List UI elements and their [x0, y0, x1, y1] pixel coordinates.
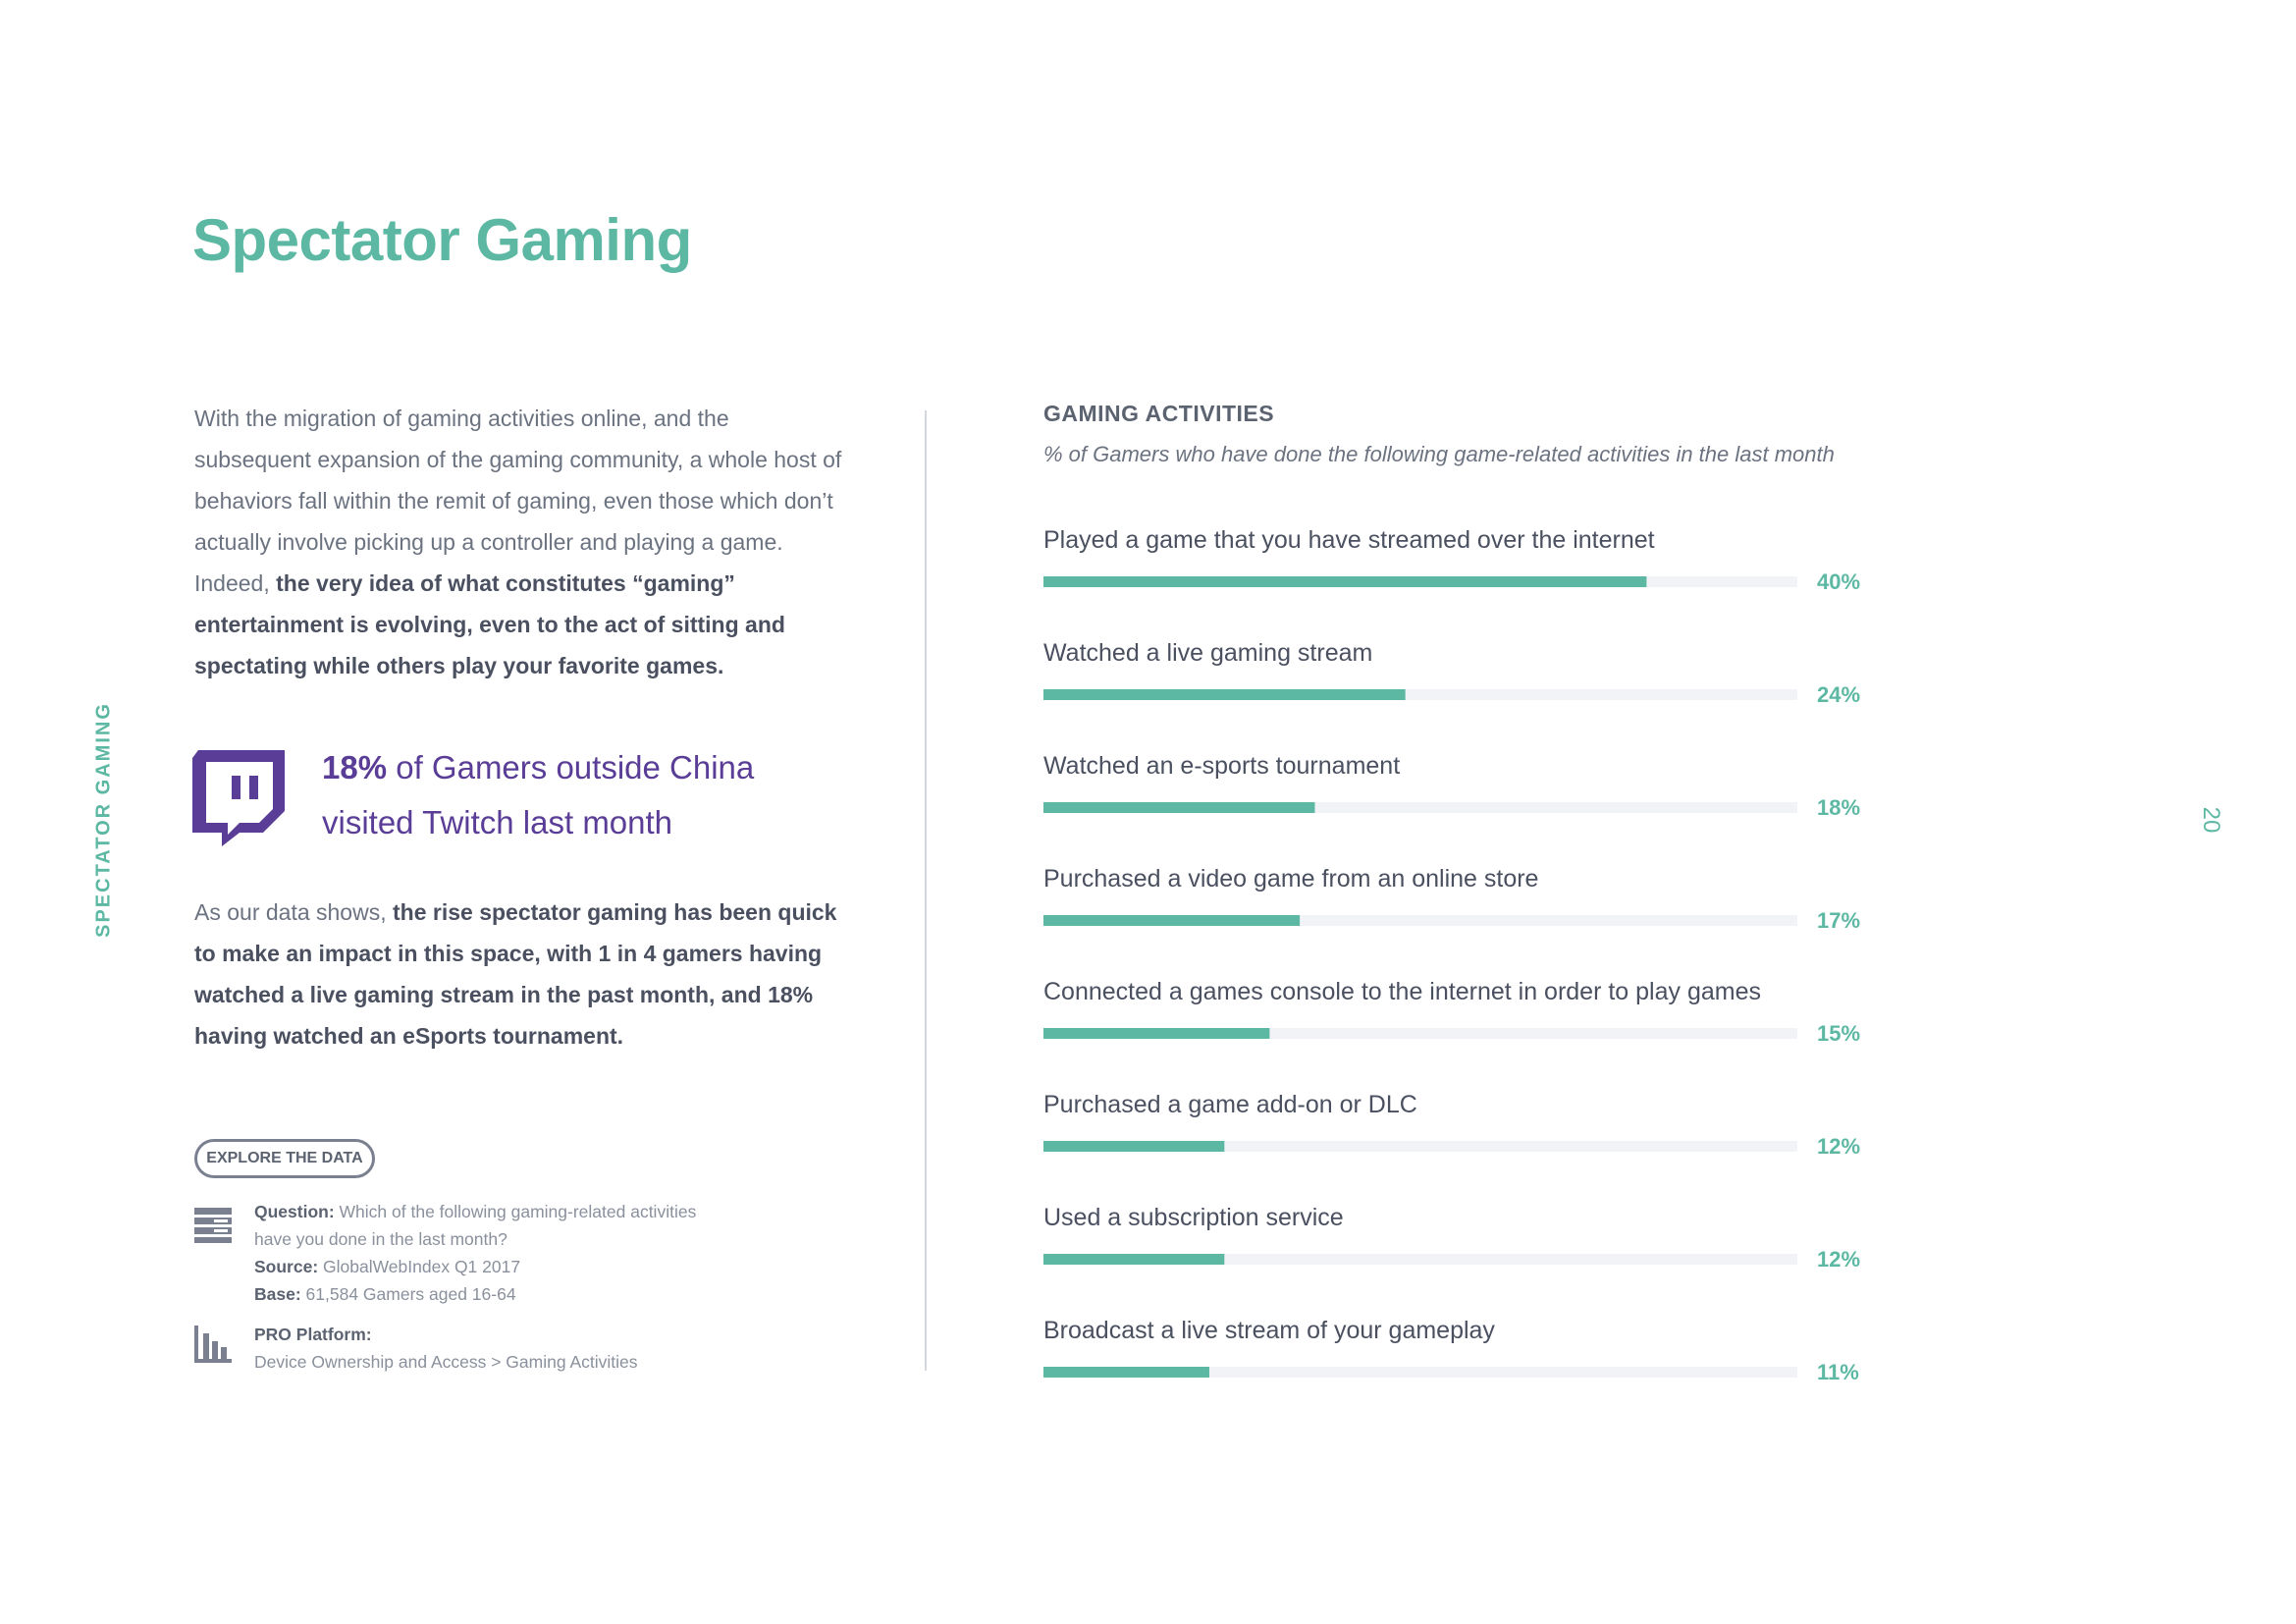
- column-divider: [925, 410, 927, 1371]
- bar-value-label: 18%: [1817, 795, 1861, 820]
- pro-platform-key: PRO Platform:: [254, 1325, 372, 1344]
- bar-value-label: 12%: [1817, 1247, 1861, 1272]
- body-paragraph: [194, 892, 852, 1056]
- bar: [1043, 1141, 1224, 1152]
- bar: [1043, 1028, 1269, 1039]
- bar: [1043, 689, 1406, 700]
- side-section-label: SPECTATOR GAMING: [92, 702, 115, 938]
- base-key: Base:: [254, 1284, 301, 1304]
- question-value: Which of the following gaming-related activities have you done in the last month?: [254, 1202, 697, 1249]
- page-number: 20: [2198, 806, 2224, 834]
- pro-platform-path: Device Ownership and Access > Gaming Activities: [254, 1352, 638, 1372]
- bar: [1043, 802, 1314, 813]
- explore-data-button[interactable]: EXPLORE THE DATA: [194, 1139, 375, 1178]
- bar: [1043, 1254, 1224, 1265]
- bar-label: Connected a games console to the internet in order to play games: [1043, 978, 1761, 1005]
- bar: [1043, 1367, 1209, 1378]
- gaming-activities-chart: [1021, 511, 1885, 1394]
- source-line: [254, 1253, 706, 1280]
- bar-value-label: 17%: [1817, 908, 1861, 933]
- twitch-stat-percent: 18%: [322, 749, 388, 785]
- pro-platform: [254, 1321, 765, 1376]
- chart-title: GAMING ACTIVITIES: [1043, 401, 1275, 426]
- base-line: [254, 1280, 706, 1308]
- bar-label: Played a game that you have streamed over the internet: [1043, 526, 1655, 554]
- question-line: [254, 1198, 706, 1253]
- bar: [1043, 915, 1300, 926]
- twitch-stat-text: of Gamers outside China visited Twitch last month: [322, 749, 755, 840]
- bar-chart-icon: [194, 1326, 232, 1363]
- bar-label: Watched a live gaming stream: [1043, 639, 1373, 667]
- intro-paragraph: [194, 398, 842, 686]
- intro-text: With the migration of gaming activities online, and the subsequent expansion of the gaming community, a whole host of behaviors fall within the remit of gaming, even those which don’t actually involve picking up a controller and playing a game. Indeed,: [194, 406, 842, 596]
- bar-value-label: 40%: [1817, 569, 1861, 594]
- base-value: 61,584 Gamers aged 16-64: [300, 1284, 516, 1304]
- survey-meta: [254, 1198, 706, 1308]
- bar-value-label: 15%: [1817, 1021, 1861, 1046]
- body-emphasis: the rise spectator gaming has been quick to make an impact in this space, with 1 in 4 gamers having watched a live gaming stream in the past month, and 18% having watched an eSports tournament.: [194, 899, 837, 1049]
- intro-emphasis: the very idea of what constitutes “gaming” entertainment is evolving, even to the act of sitting and spectating while others play your favorite games.: [194, 570, 785, 678]
- bar-value-label: 11%: [1817, 1360, 1859, 1384]
- source-value: GlobalWebIndex Q1 2017: [318, 1257, 521, 1276]
- bar-label: Broadcast a live stream of your gameplay: [1043, 1317, 1495, 1344]
- bar-value-label: 24%: [1817, 682, 1861, 707]
- bar-label: Watched an e-sports tournament: [1043, 752, 1401, 780]
- question-key: Question:: [254, 1202, 335, 1221]
- bar: [1043, 576, 1646, 587]
- chart-subtitle: % of Gamers who have done the following game-related activities in the last month: [1043, 442, 1835, 466]
- bar-label: Purchased a game add-on or DLC: [1043, 1091, 1417, 1118]
- twitch-stat: [322, 740, 832, 850]
- question-list-icon: [194, 1208, 232, 1243]
- body-text: As our data shows,: [194, 899, 393, 925]
- source-key: Source:: [254, 1257, 319, 1276]
- bar-value-label: 12%: [1817, 1134, 1861, 1159]
- bar-label: Purchased a video game from an online store: [1043, 865, 1539, 893]
- bar-label: Used a subscription service: [1043, 1204, 1344, 1231]
- page-title: Spectator Gaming: [192, 207, 692, 273]
- twitch-icon: [192, 750, 285, 846]
